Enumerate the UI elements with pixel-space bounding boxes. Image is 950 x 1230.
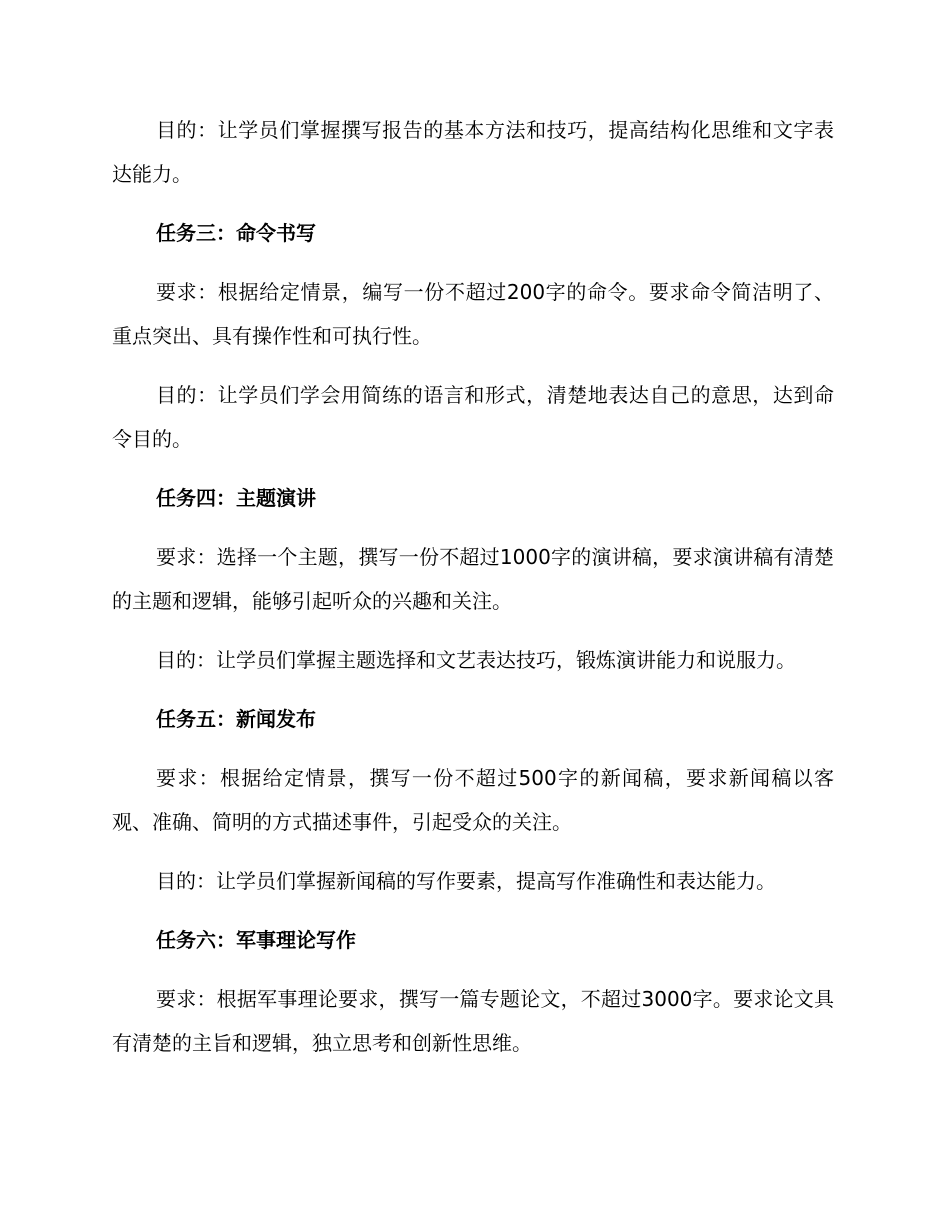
paragraph-purpose-news: 目的：让学员们掌握新闻稿的写作要素，提高写作准确性和表达能力。 xyxy=(156,869,776,893)
heading-task-five: 任务五：新闻发布 xyxy=(156,707,316,731)
paragraph-requirement-military-theory: 要求：根据军事理论要求，撰写一篇专题论文，不超过3000字。要求论文具有清楚的主旨和逻辑，独立思考和创新性思维。 xyxy=(112,987,834,1055)
document-page xyxy=(112,108,834,1080)
paragraph-purpose-command: 目的：让学员们学会用简练的语言和形式，清楚地表达自己的意思，达到命令目的。 xyxy=(112,383,834,451)
paragraph-purpose-speech: 目的：让学员们掌握主题选择和文艺表达技巧，锻炼演讲能力和说服力。 xyxy=(156,648,796,672)
paragraph-requirement-command: 要求：根据给定情景，编写一份不超过200字的命令。要求命令简洁明了、重点突出、具有操作性和可执行性。 xyxy=(112,280,834,348)
paragraph-requirement-speech: 要求：选择一个主题，撰写一份不超过1000字的演讲稿，要求演讲稿有清楚的主题和逻辑，能够引起听众的兴趣和关注。 xyxy=(112,545,834,613)
heading-task-six: 任务六：军事理论写作 xyxy=(156,928,356,952)
paragraph-requirement-news: 要求：根据给定情景，撰写一份不超过500字的新闻稿，要求新闻稿以客观、准确、简明的方式描述事件，引起受众的关注。 xyxy=(112,766,834,834)
heading-task-four: 任务四：主题演讲 xyxy=(156,486,316,510)
heading-task-three: 任务三：命令书写 xyxy=(156,221,316,245)
paragraph-purpose-report: 目的：让学员们掌握撰写报告的基本方法和技巧，提高结构化思维和文字表达能力。 xyxy=(112,118,834,186)
